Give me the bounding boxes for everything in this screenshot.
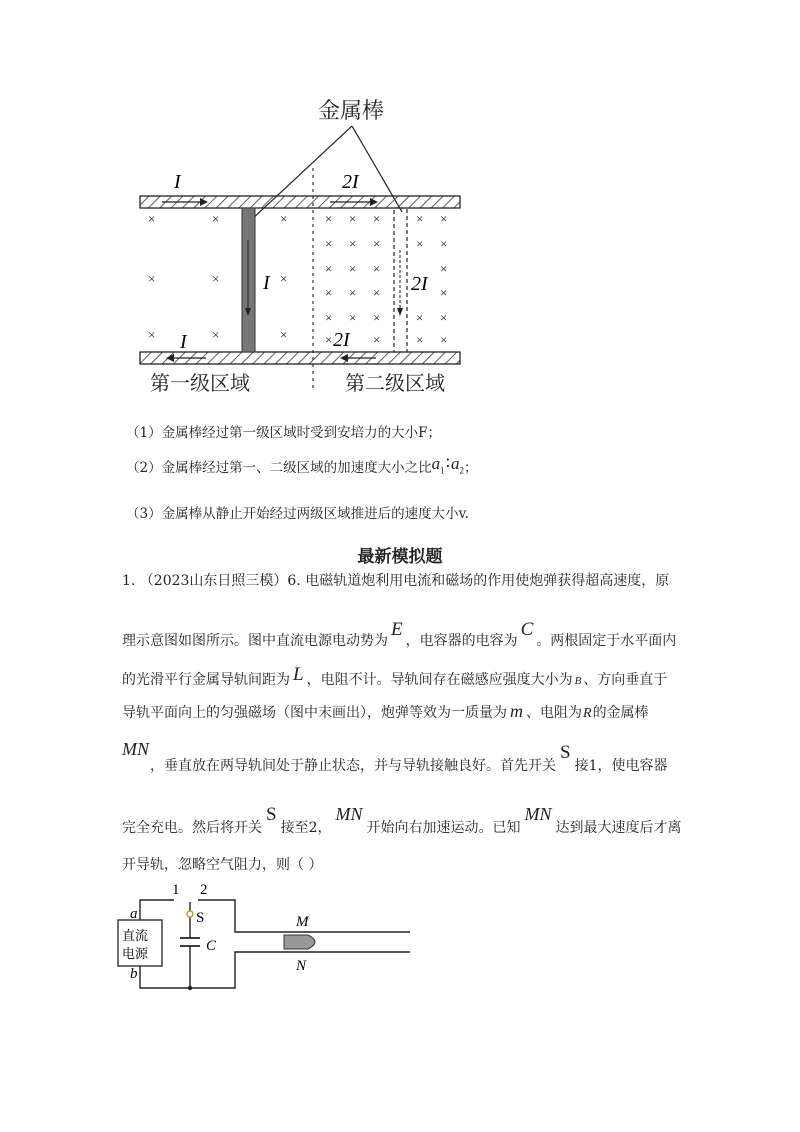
svg-text:×: × [349, 261, 357, 276]
current-label-top-left: I [174, 171, 181, 193]
svg-text:b: b [130, 966, 138, 982]
svg-text:×: × [373, 236, 381, 251]
svg-text:C: C [206, 938, 217, 954]
svg-text:×: × [416, 310, 424, 325]
current-label-right: 2I [411, 273, 428, 295]
svg-text:×: × [416, 211, 424, 226]
junction-dot [188, 986, 192, 990]
svg-text:×: × [325, 285, 333, 300]
svg-text:×: × [440, 236, 448, 251]
arrow-down-icon [397, 308, 403, 316]
current-label-bottom-left: I [180, 331, 187, 353]
rail-figure [130, 90, 470, 400]
var-MN-1: MN [122, 739, 149, 759]
svg-text:×: × [280, 271, 288, 286]
svg-text:×: × [440, 211, 448, 226]
svg-text:×: × [349, 310, 357, 325]
region2-label: 第二级区域 [345, 373, 445, 395]
svg-text:×: × [373, 285, 381, 300]
region1-label: 第一级区域 [150, 373, 250, 395]
svg-text:×: × [212, 271, 220, 286]
question-2: （2）金属棒经过第一、二级区域的加速度大小之比$a_1∶a_2$； [126, 454, 478, 476]
svg-text:×: × [148, 211, 156, 226]
svg-text:×: × [440, 285, 448, 300]
svg-text:M: M [296, 914, 309, 930]
projectile-MN [284, 935, 315, 949]
question-1: （1）金属棒经过第一级区域时受到安培力的大小F； [126, 425, 441, 441]
svg-text:×: × [349, 211, 357, 226]
svg-text:×: × [349, 236, 357, 251]
svg-text:×: × [280, 327, 288, 342]
circuit-figure [110, 880, 420, 1000]
svg-text:×: × [373, 211, 381, 226]
problem-line-3: 的光滑平行金属导轨间距为 L ，电阻不计。导轨间存在磁感应强度大小为 B 、方向垂直于 [122, 664, 668, 688]
section-title: 最新模拟题 [357, 547, 443, 567]
source-label-1: 直流 [122, 928, 149, 943]
svg-text:×: × [349, 285, 357, 300]
svg-text:×: × [325, 211, 333, 226]
svg-text:×: × [325, 310, 333, 325]
svg-text:×: × [416, 236, 424, 251]
svg-text:×: × [212, 211, 220, 226]
field-marks-region2 [325, 211, 447, 347]
problem-line-2: 理示意图如图所示。图中直流电源电动势为E，电容器的电容为C。两根固定于水平面内 [122, 619, 677, 649]
svg-text:2: 2 [200, 882, 208, 898]
svg-text:×: × [325, 261, 333, 276]
svg-text:a: a [130, 906, 138, 922]
svg-text:×: × [440, 310, 448, 325]
svg-text:N: N [296, 958, 307, 974]
svg-text:×: × [440, 332, 448, 347]
problem-line-4: 导轨平面向上的匀强磁场（图中末画出），炮弹等效为一质量为 m 、电阻为R的金属棒 [122, 701, 649, 721]
svg-text:×: × [212, 327, 220, 342]
svg-text:×: × [325, 236, 333, 251]
svg-text:×: × [373, 310, 381, 325]
svg-text:×: × [325, 332, 333, 347]
svg-text:×: × [280, 211, 288, 226]
switch-pivot [187, 911, 193, 917]
current-label-rod: I [263, 272, 270, 294]
svg-text:×: × [416, 332, 424, 347]
question-3: （3）金属棒从静止开始经过两级区域推进后的速度大小v. [126, 506, 469, 522]
svg-text:S: S [196, 910, 205, 926]
problem-line-6: 完全充电。然后将开关S接至2，MN开始向右加速运动。已知MN达到最大速度后才离 [122, 804, 682, 836]
current-label-top-right: 2I [342, 171, 359, 193]
svg-text:×: × [373, 261, 381, 276]
problem-line-1: 1. （2023山东日照三模）6. 电磁轨道炮利用电流和磁场的作用使炮弹获得超高速度，原 [122, 573, 670, 589]
problem-line-7: 开导轨，忽略空气阻力，则（ ） [122, 857, 323, 873]
svg-text:×: × [373, 332, 381, 347]
current-label-bottom-right: 2I [333, 329, 350, 351]
svg-text:×: × [148, 271, 156, 286]
rod-label: 金属棒 [318, 98, 385, 123]
source-label-2: 电源 [122, 946, 149, 961]
svg-text:×: × [440, 261, 448, 276]
svg-text:1: 1 [172, 882, 180, 898]
problem-line-5: ，垂直放在两导轨间处于静止状态，并与导轨接触良好。首先开关S接1，使电容器 [150, 742, 668, 774]
svg-text:×: × [148, 327, 156, 342]
